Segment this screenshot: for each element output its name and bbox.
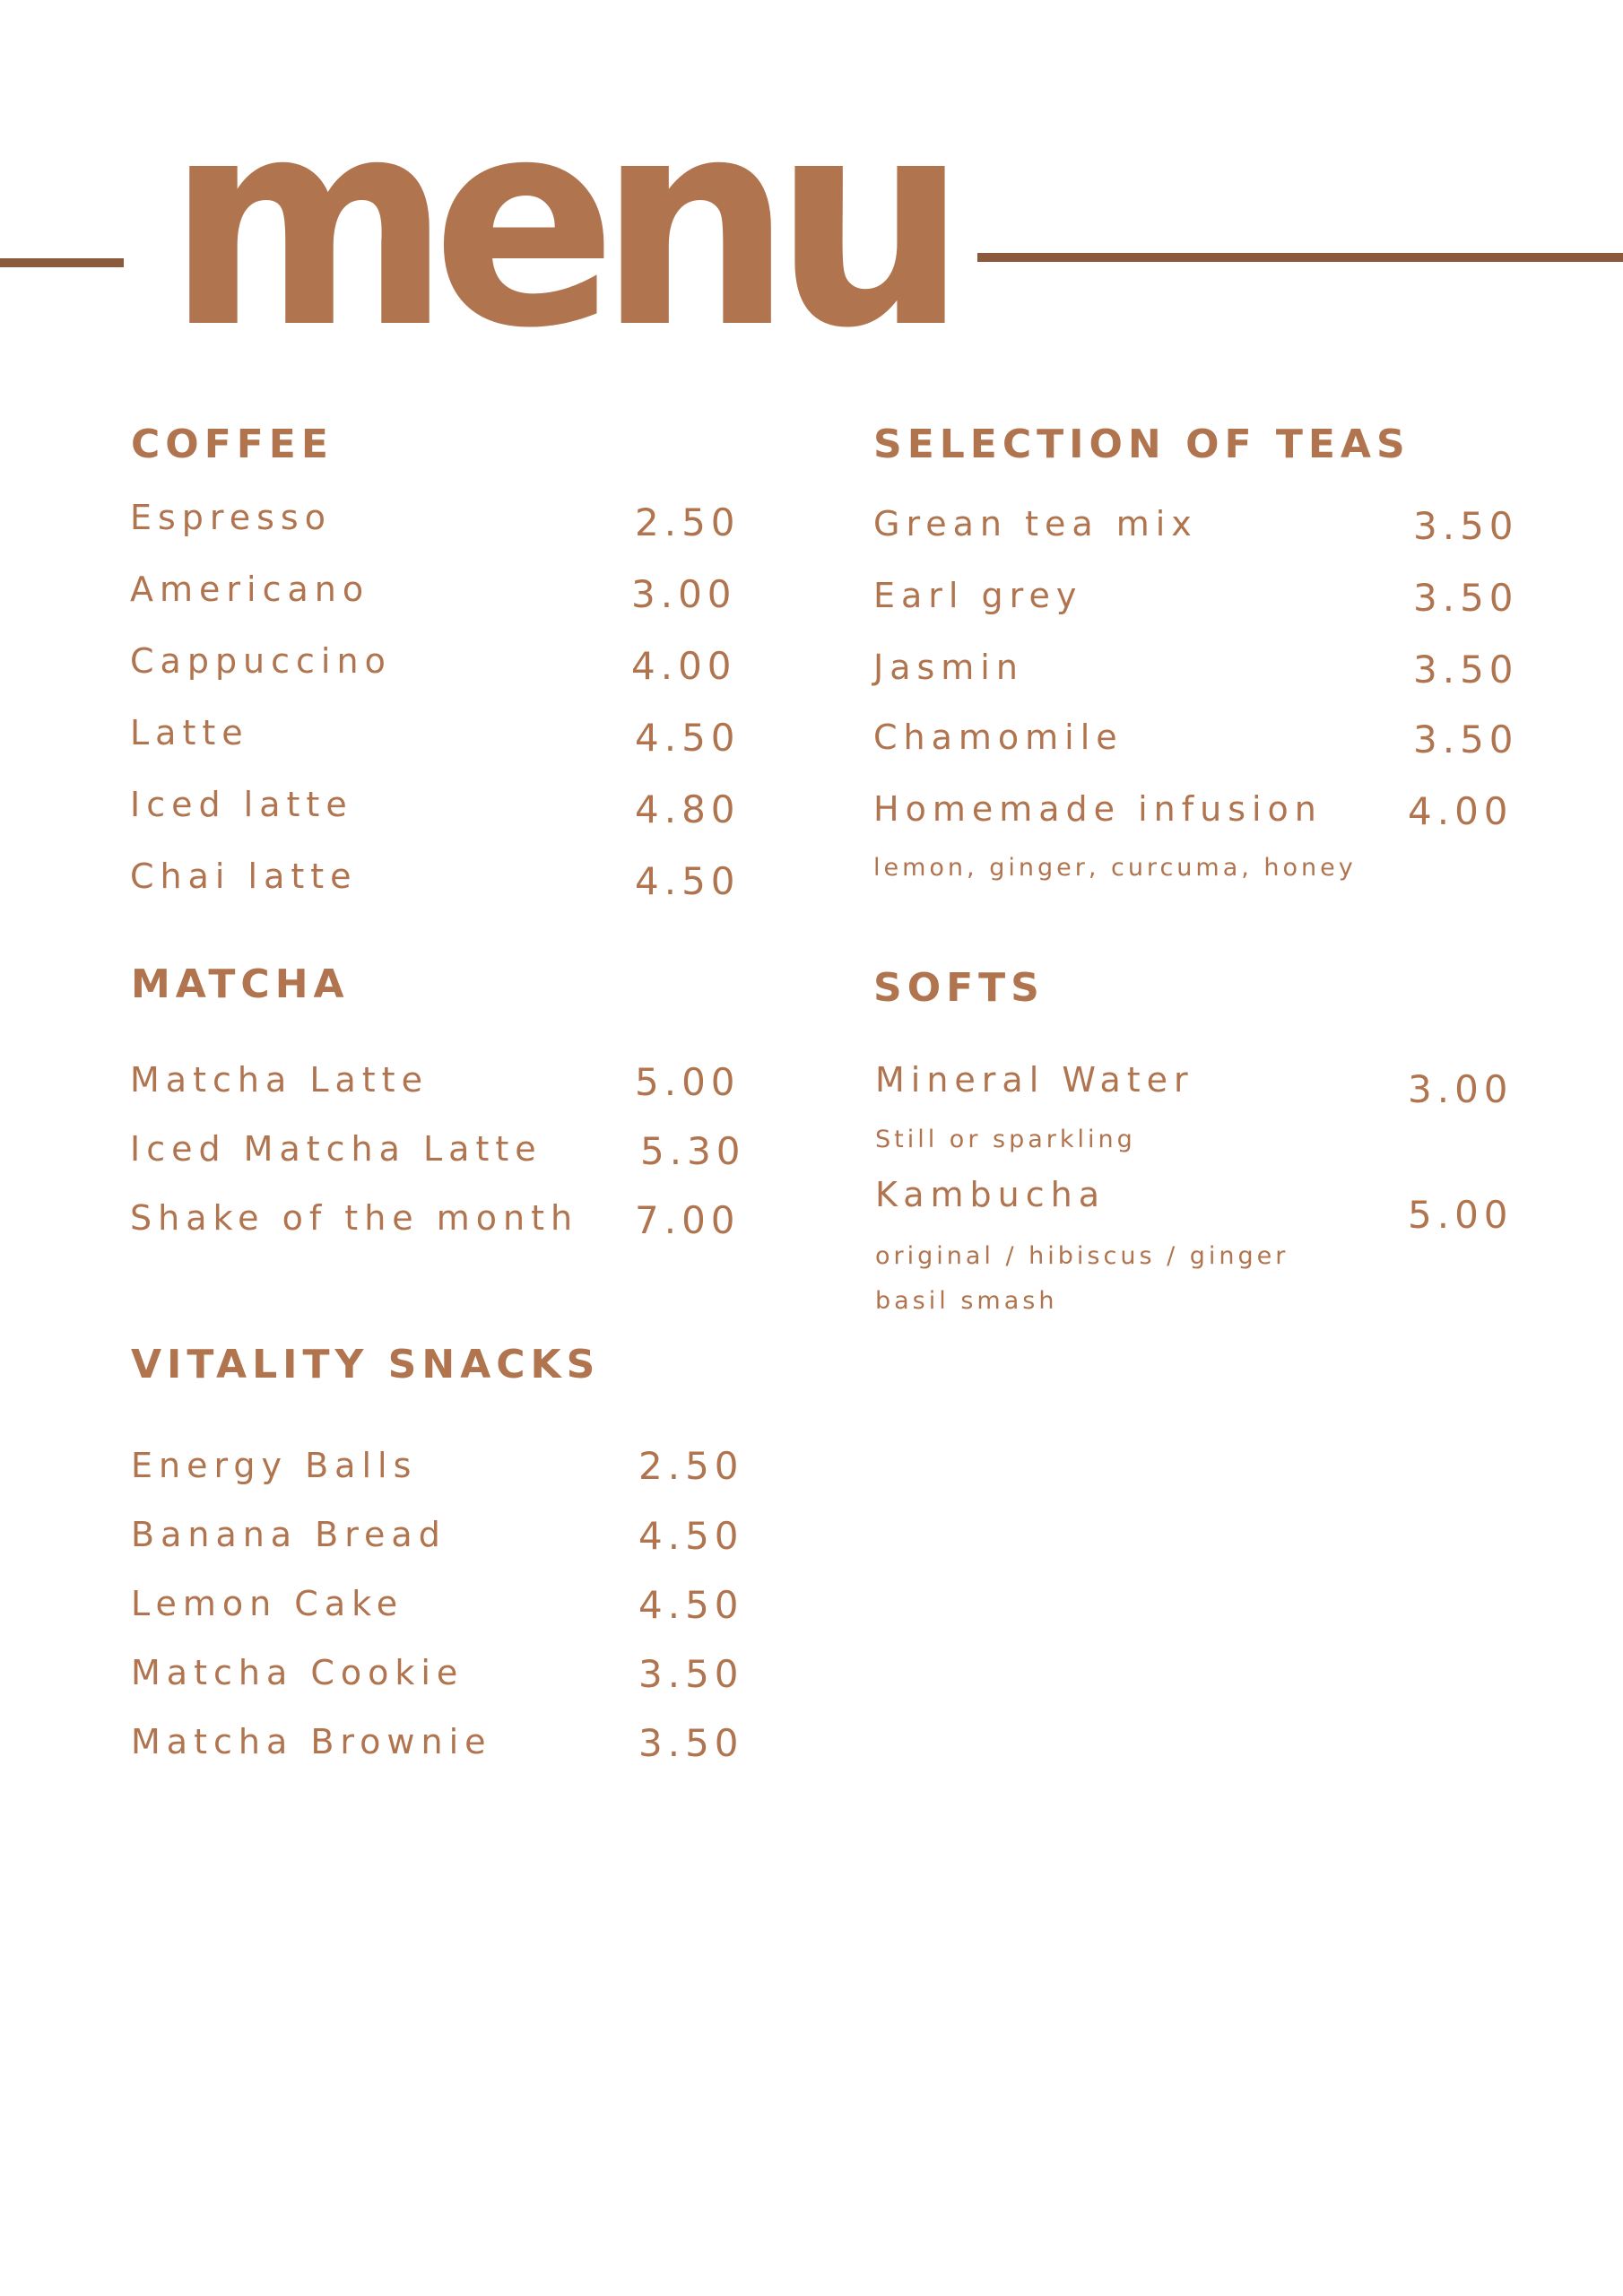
coffee-item-name: Cappuccino <box>130 641 392 681</box>
snack-item-price: 2.50 <box>638 1444 744 1488</box>
coffee-item-price: 4.50 <box>635 859 741 903</box>
soft-item-price: 3.00 <box>1408 1067 1514 1111</box>
tea-item-name: Earl grey <box>873 576 1083 615</box>
header-rule-left <box>0 258 124 267</box>
tea-item-name: Chamomile <box>873 718 1124 757</box>
snack-item-name: Energy Balls <box>131 1446 418 1485</box>
coffee-item-name: Chai latte <box>130 857 358 896</box>
teas-heading: SELECTION OF TEAS <box>873 422 1410 467</box>
snack-item-name: Matcha Cookie <box>131 1653 464 1692</box>
coffee-item-name: Americano <box>130 570 370 609</box>
coffee-item-name: Espresso <box>130 498 332 537</box>
coffee-item-price: 3.00 <box>631 572 737 616</box>
snack-item-price: 3.50 <box>638 1721 744 1765</box>
matcha-item-price: 5.30 <box>640 1129 746 1173</box>
matcha-item-price: 7.00 <box>635 1198 741 1242</box>
tea-item-name: Homemade infusion <box>873 789 1323 829</box>
softs-heading: SOFTS <box>873 965 1045 1011</box>
tea-item-description: lemon, ginger, curcuma, honey <box>873 854 1357 882</box>
coffee-item-price: 4.00 <box>631 644 737 688</box>
matcha-item-name: Shake of the month <box>130 1198 579 1238</box>
snack-item-price: 3.50 <box>638 1652 744 1696</box>
tea-item-name: Grean tea mix <box>873 504 1198 544</box>
matcha-item-name: Matcha Latte <box>130 1060 429 1100</box>
snack-item-name: Banana Bread <box>131 1515 447 1554</box>
header-rule-right <box>977 253 1623 262</box>
soft-item-description: Still or sparkling <box>875 1126 1136 1153</box>
snack-item-price: 4.50 <box>638 1514 744 1558</box>
soft-item-description: basil smash <box>875 1287 1058 1315</box>
tea-item-name: Jasmin <box>873 648 1024 687</box>
tea-item-price: 4.00 <box>1408 789 1514 833</box>
coffee-item-price: 4.50 <box>635 716 741 760</box>
coffee-item-price: 2.50 <box>635 500 741 544</box>
snack-item-name: Lemon Cake <box>131 1584 404 1623</box>
snacks-heading: VITALITY SNACKS <box>131 1342 601 1387</box>
menu-title: menu <box>167 57 950 391</box>
soft-item-price: 5.00 <box>1408 1193 1514 1237</box>
coffee-item-name: Iced latte <box>130 785 353 824</box>
soft-item-name: Mineral Water <box>875 1060 1194 1100</box>
tea-item-price: 3.50 <box>1413 648 1519 691</box>
matcha-heading: MATCHA <box>131 961 350 1007</box>
tea-item-price: 3.50 <box>1413 576 1519 620</box>
soft-item-name: Kambucha <box>875 1175 1107 1214</box>
soft-item-description: original / hibiscus / ginger <box>875 1242 1289 1270</box>
matcha-item-price: 5.00 <box>635 1060 741 1104</box>
tea-item-price: 3.50 <box>1413 718 1519 761</box>
snack-item-price: 4.50 <box>638 1583 744 1627</box>
coffee-heading: COFFEE <box>131 422 334 467</box>
coffee-item-price: 4.80 <box>635 787 741 831</box>
tea-item-price: 3.50 <box>1413 504 1519 548</box>
snack-item-name: Matcha Brownie <box>131 1722 492 1761</box>
matcha-item-name: Iced Matcha Latte <box>130 1129 542 1169</box>
coffee-item-name: Latte <box>130 713 249 752</box>
